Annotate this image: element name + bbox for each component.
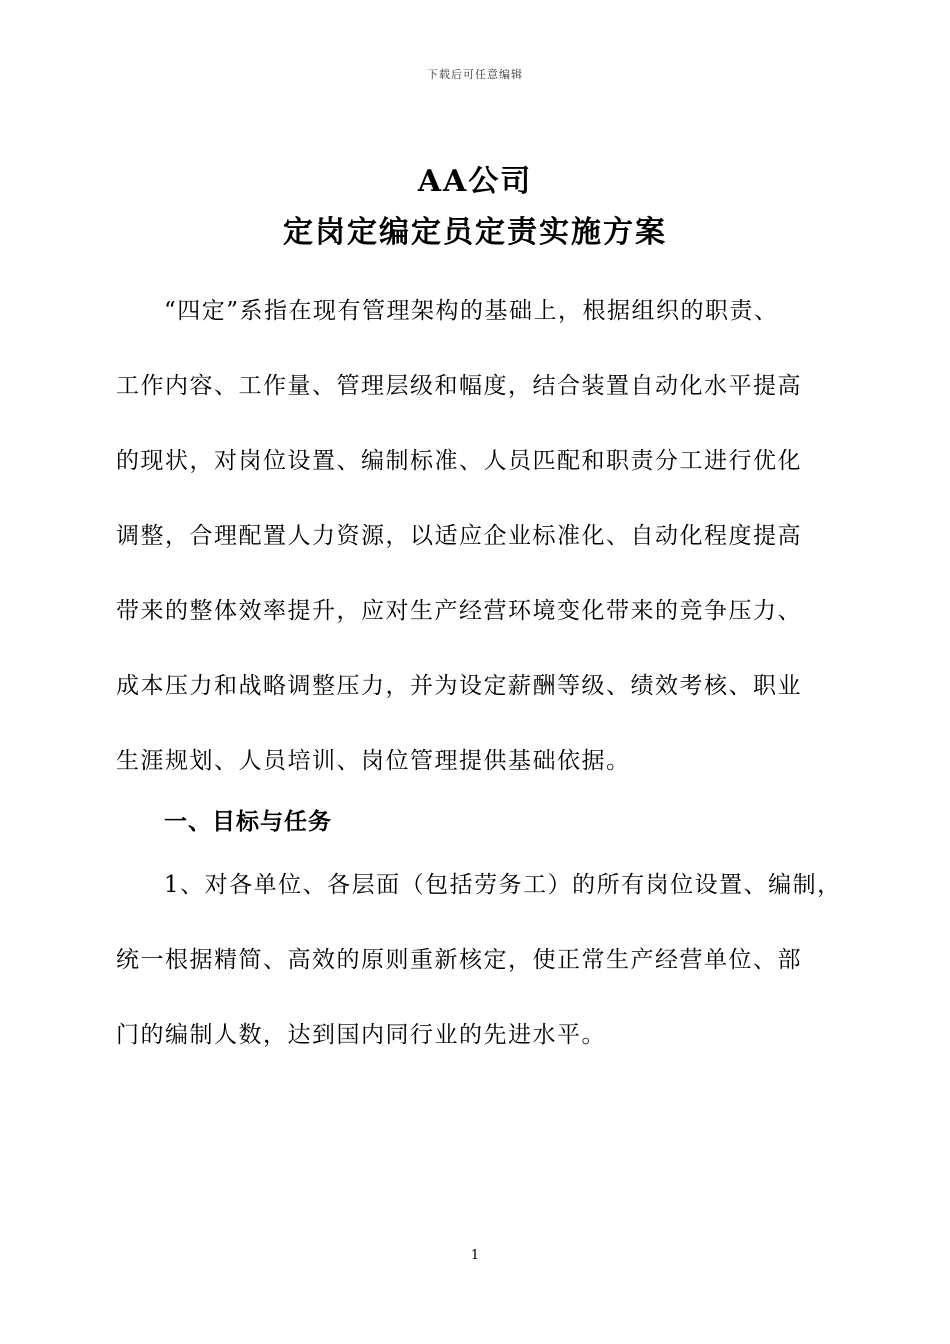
section-heading: 一、目标与任务: [164, 809, 332, 835]
paragraph-line: 统一根据精简、高效的原则重新核定，使正常生产经营单位、部: [116, 947, 802, 973]
paragraph-line: 生涯规划、人员培训、岗位管理提供基础依据。: [116, 748, 631, 774]
paragraph-line: 门的编制人数，达到国内同行业的先进水平。: [116, 1022, 606, 1048]
page-number: 1: [470, 1248, 480, 1263]
paragraph-line: 成本压力和战略调整压力，并为设定薪酬等级、绩效考核、职业: [116, 673, 802, 699]
paragraph-line: 工作内容、工作量、管理层级和幅度，结合装置自动化水平提高: [116, 373, 802, 399]
paragraph-line: 1、对各单位、各层面（包括劳务工）的所有岗位设置、编制，: [164, 872, 842, 898]
paragraph-line: 带来的整体效率提升，应对生产经营环境变化带来的竞争压力、: [116, 598, 802, 624]
paragraph-line: “四定”系指在现有管理架构的基础上，根据组织的职责、: [164, 298, 779, 324]
document-title: 定岗定编定员定责实施方案: [283, 215, 667, 250]
page-header: 下载后可任意编辑: [427, 68, 523, 81]
document-title-company: AA公司: [417, 164, 533, 199]
paragraph-line: 调整，合理配置人力资源，以适应企业标准化、自动化程度提高: [116, 523, 802, 549]
paragraph-line: 的现状，对岗位设置、编制标准、人员匹配和职责分工进行优化: [116, 448, 802, 474]
